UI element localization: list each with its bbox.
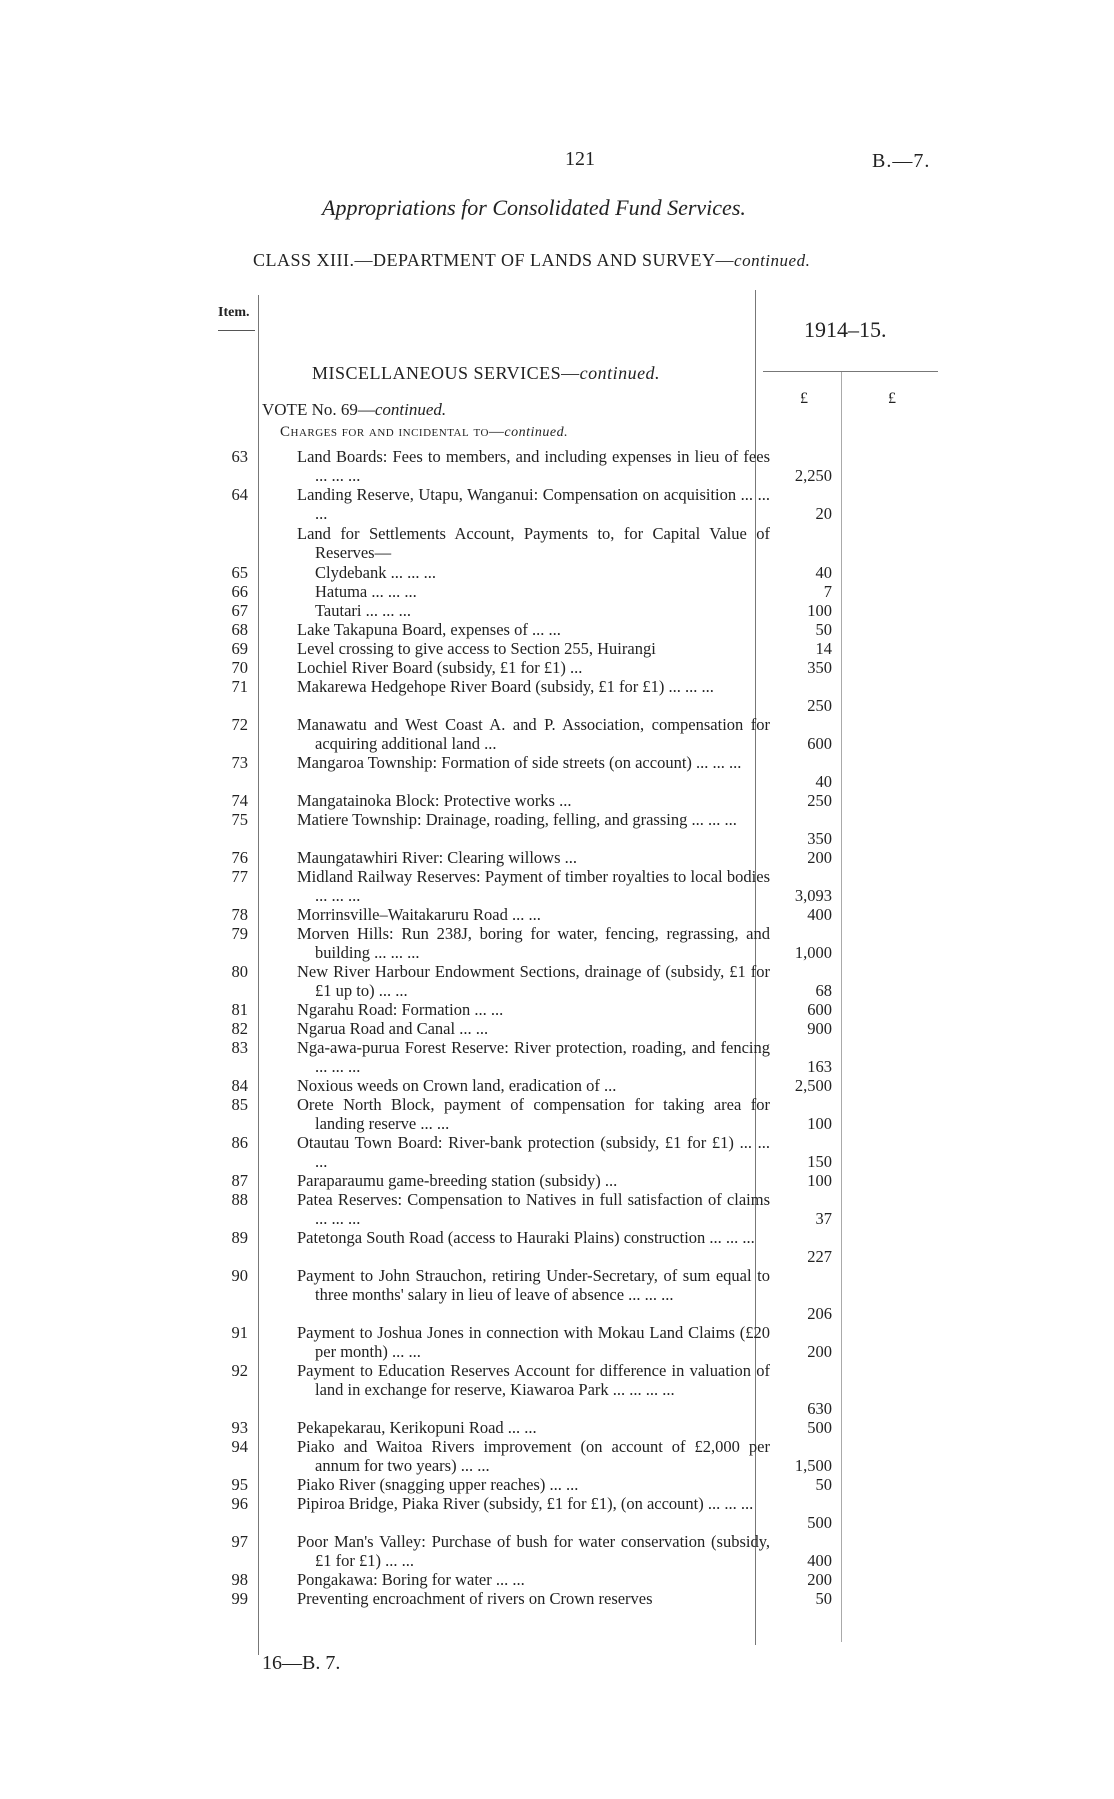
item-amount: 163 bbox=[807, 1057, 832, 1076]
item-amount: 350 bbox=[807, 658, 832, 677]
class-heading-suffix: continued. bbox=[734, 251, 811, 270]
item-amount: 1,500 bbox=[794, 1456, 832, 1475]
item-description: Lochiel River Board (subsidy, £1 for £1) ... bbox=[297, 658, 583, 677]
item-number: 76 bbox=[231, 848, 248, 867]
item-number: 91 bbox=[231, 1323, 248, 1342]
charges-suffix: continued. bbox=[504, 425, 569, 440]
item-amount: 250 bbox=[807, 696, 832, 715]
item-number: 79 bbox=[231, 924, 248, 943]
item-number: 65 bbox=[231, 563, 248, 582]
item-amount: 400 bbox=[807, 905, 832, 924]
item-description: Ngarahu Road: Formation ... ... bbox=[297, 1000, 504, 1019]
item-amount: 3,093 bbox=[794, 886, 832, 905]
item-description: Tautari ... ... ... bbox=[315, 601, 411, 620]
section-heading-text: MISCELLANEOUS SERVICES— bbox=[312, 363, 580, 383]
item-description: Piako and Waitoa Rivers improvement (on account of £2,000 per annum for two years) ... ... bbox=[297, 1437, 770, 1475]
item-number: 97 bbox=[231, 1532, 248, 1551]
item-description: Mangatainoka Block: Protective works ... bbox=[297, 791, 572, 810]
item-number: 89 bbox=[231, 1228, 248, 1247]
item-description: Lake Takapuna Board, expenses of ... ... bbox=[297, 620, 561, 639]
item-description: Mangaroa Township: Formation of side streets (on account) ... ... ... bbox=[297, 753, 742, 772]
item-number: 82 bbox=[231, 1019, 248, 1038]
charges-text: Charges for and incidental to— bbox=[280, 424, 505, 440]
item-number: 92 bbox=[231, 1361, 248, 1380]
item-amount: 200 bbox=[807, 1342, 832, 1361]
item-amount: 227 bbox=[807, 1247, 832, 1266]
item-number: 74 bbox=[231, 791, 248, 810]
currency-label-1: £ bbox=[800, 390, 808, 407]
item-description: Landing Reserve, Utapu, Wanganui: Compensation on acquisition ... ... ... bbox=[297, 485, 770, 523]
item-number: 80 bbox=[231, 962, 248, 981]
item-amount: 350 bbox=[807, 829, 832, 848]
vote-text: VOTE No. 69— bbox=[262, 400, 375, 419]
item-number: 69 bbox=[231, 639, 248, 658]
item-number: 70 bbox=[231, 658, 248, 677]
item-amount: 50 bbox=[815, 1475, 832, 1494]
section-heading-suffix: continued. bbox=[579, 363, 661, 383]
class-heading-text: CLASS XIII.—DEPARTMENT OF LANDS AND SURVEY— bbox=[253, 250, 735, 270]
left-column-rule bbox=[258, 295, 259, 1655]
item-description: Otautau Town Board: River-bank protection (subsidy, £1 for £1) ... ... ... bbox=[297, 1133, 770, 1171]
item-header-rule bbox=[218, 330, 255, 331]
item-description: Pipiroa Bridge, Piaka River (subsidy, £1 for £1), (on account) ... ... ... bbox=[297, 1494, 754, 1513]
item-amount: 206 bbox=[807, 1304, 832, 1323]
item-number: 83 bbox=[231, 1038, 248, 1057]
item-number: 71 bbox=[231, 677, 248, 696]
item-description: Clydebank ... ... ... bbox=[315, 563, 436, 582]
page-title: Appropriations for Consolidated Fund Services. bbox=[322, 195, 746, 220]
item-description: Morrinsville–Waitakaruru Road ... ... bbox=[297, 905, 541, 924]
item-number: 81 bbox=[231, 1000, 248, 1019]
item-number: 84 bbox=[231, 1076, 248, 1095]
item-number: 64 bbox=[231, 485, 248, 504]
item-description: Payment to Education Reserves Account for difference in valuation of land in exchange for reserve, Kiawaroa Park ... ... ... ... bbox=[297, 1361, 770, 1399]
item-number: 95 bbox=[231, 1475, 248, 1494]
item-column-header: Item. bbox=[218, 305, 250, 320]
item-amount: 100 bbox=[807, 601, 832, 620]
item-amount: 500 bbox=[807, 1418, 832, 1437]
page-number: 121 bbox=[565, 148, 595, 170]
item-description: Patea Reserves: Compensation to Natives in full satisfaction of claims ... ... ... bbox=[297, 1190, 770, 1228]
item-description: Land for Settlements Account, Payments to, for Capital Value of Reserves— bbox=[297, 524, 770, 562]
item-description: Paraparaumu game-breeding station (subsidy) ... bbox=[297, 1171, 618, 1190]
item-description: Land Boards: Fees to members, and including expenses in lieu of fees ... ... ... bbox=[297, 447, 770, 485]
item-number: 72 bbox=[231, 715, 248, 734]
item-amount: 250 bbox=[807, 791, 832, 810]
item-amount: 400 bbox=[807, 1551, 832, 1570]
item-number: 85 bbox=[231, 1095, 248, 1114]
item-number: 90 bbox=[231, 1266, 248, 1285]
vote-suffix: continued. bbox=[374, 400, 447, 419]
second-amount-column-rule bbox=[841, 372, 842, 1642]
item-amount: 40 bbox=[815, 563, 832, 582]
item-number: 63 bbox=[231, 447, 248, 466]
footer-signature: 16—B. 7. bbox=[262, 1652, 341, 1674]
item-number: 68 bbox=[231, 620, 248, 639]
item-amount: 68 bbox=[815, 981, 832, 1000]
item-number: 75 bbox=[231, 810, 248, 829]
item-amount: 200 bbox=[807, 1570, 832, 1589]
item-number: 87 bbox=[231, 1171, 248, 1190]
item-amount: 900 bbox=[807, 1019, 832, 1038]
year-column-header: 1914–15. bbox=[804, 317, 887, 342]
item-number: 98 bbox=[231, 1570, 248, 1589]
item-number: 86 bbox=[231, 1133, 248, 1152]
item-amount: 100 bbox=[807, 1114, 832, 1133]
item-number: 88 bbox=[231, 1190, 248, 1209]
item-description: Hatuma ... ... ... bbox=[315, 582, 417, 601]
item-amount: 100 bbox=[807, 1171, 832, 1190]
item-description: New River Harbour Endowment Sections, drainage of (subsidy, £1 for £1 up to) ... ... bbox=[297, 962, 770, 1000]
item-amount: 20 bbox=[815, 504, 832, 523]
item-amount: 14 bbox=[815, 639, 832, 658]
item-number: 94 bbox=[231, 1437, 248, 1456]
item-description: Midland Railway Reserves: Payment of timber royalties to local bodies ... ... ... bbox=[297, 867, 770, 905]
currency-label-2: £ bbox=[888, 390, 896, 407]
item-number: 99 bbox=[231, 1589, 248, 1608]
item-description: Noxious weeds on Crown land, eradication of ... bbox=[297, 1076, 617, 1095]
item-description: Ngarua Road and Canal ... ... bbox=[297, 1019, 489, 1038]
item-amount: 600 bbox=[807, 1000, 832, 1019]
item-description: Payment to John Strauchon, retiring Under-Secretary, of sum equal to three months' salary in lieu of leave of absence ... ... ... bbox=[297, 1266, 770, 1304]
item-description: Piako River (snagging upper reaches) ... ... bbox=[297, 1475, 579, 1494]
item-description: Pekapekarau, Kerikopuni Road ... ... bbox=[297, 1418, 537, 1437]
section-heading bbox=[312, 363, 660, 384]
item-amount: 200 bbox=[807, 848, 832, 867]
class-heading bbox=[253, 250, 810, 271]
item-description: Patetonga South Road (access to Hauraki Plains) construction ... ... ... bbox=[297, 1228, 755, 1247]
item-description: Makarewa Hedgehope River Board (subsidy, £1 for £1) ... ... ... bbox=[297, 677, 714, 696]
item-amount: 600 bbox=[807, 734, 832, 753]
year-header-rule bbox=[763, 371, 938, 372]
item-amount: 37 bbox=[815, 1209, 832, 1228]
item-description: Manawatu and West Coast A. and P. Association, compensation for acquiring additional land ... bbox=[297, 715, 770, 753]
item-amount: 7 bbox=[823, 582, 832, 601]
item-number: 93 bbox=[231, 1418, 248, 1437]
item-description: Pongakawa: Boring for water ... ... bbox=[297, 1570, 525, 1589]
item-number: 66 bbox=[231, 582, 248, 601]
item-number: 73 bbox=[231, 753, 248, 772]
item-amount: 630 bbox=[807, 1399, 832, 1418]
item-amount: 2,250 bbox=[794, 466, 832, 485]
item-amount: 40 bbox=[815, 772, 832, 791]
item-description: Preventing encroachment of rivers on Crown reserves bbox=[297, 1589, 653, 1608]
document-reference: B.—7. bbox=[872, 150, 931, 172]
item-description: Morven Hills: Run 238J, boring for water, fencing, regrassing, and building ... ... ... bbox=[297, 924, 770, 962]
item-number: 96 bbox=[231, 1494, 248, 1513]
item-amount: 50 bbox=[815, 1589, 832, 1608]
charges-subheading bbox=[280, 424, 568, 441]
item-number: 77 bbox=[231, 867, 248, 886]
vote-line bbox=[262, 400, 446, 420]
item-amount: 2,500 bbox=[794, 1076, 832, 1095]
item-description: Payment to Joshua Jones in connection with Mokau Land Claims (£20 per month) ... ... bbox=[297, 1323, 770, 1361]
item-description: Matiere Township: Drainage, roading, felling, and grassing ... ... ... bbox=[297, 810, 737, 829]
item-description: Maungatawhiri River: Clearing willows ... bbox=[297, 848, 577, 867]
item-amount: 150 bbox=[807, 1152, 832, 1171]
item-number: 67 bbox=[231, 601, 248, 620]
item-amount: 500 bbox=[807, 1513, 832, 1532]
item-number: 78 bbox=[231, 905, 248, 924]
item-amount: 1,000 bbox=[794, 943, 832, 962]
item-description: Level crossing to give access to Section 255, Huirangi bbox=[297, 639, 656, 658]
item-description: Orete North Block, payment of compensation for taking area for landing reserve ... ... bbox=[297, 1095, 770, 1133]
item-amount: 50 bbox=[815, 620, 832, 639]
item-description: Poor Man's Valley: Purchase of bush for water conservation (subsidy, £1 for £1) ... ... bbox=[297, 1532, 770, 1570]
item-description: Nga-awa-purua Forest Reserve: River protection, roading, and fencing ... ... ... bbox=[297, 1038, 770, 1076]
